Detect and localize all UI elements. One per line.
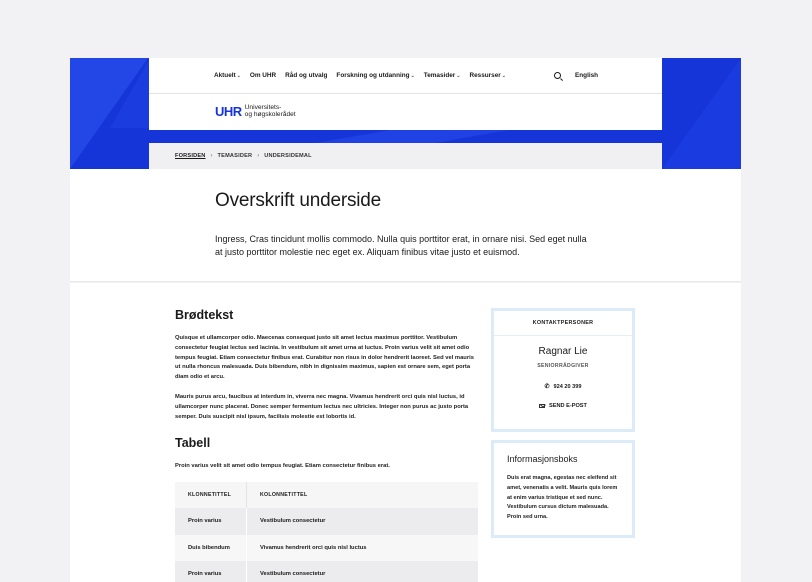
table-intro: Proin varius velit sit amet odio tempus feugiat. Etiam consectetur finibus erat. [175,463,390,469]
search-icon[interactable] [554,72,561,79]
contact-role: SENIORRÅDGIVER [537,363,589,369]
info-box-title: Informasjonsboks [507,454,578,464]
logo-text: Universitets- og høgskolerådet [244,104,296,118]
breadcrumb-item-temasider[interactable]: TEMASIDER [217,153,253,159]
nav-item-temasider[interactable]: Temasider ⌄ [423,72,461,79]
site-logo[interactable] [215,105,296,119]
nav-item-aktuelt[interactable]: Aktuelt ⌄ [214,72,241,79]
logo-mark: UHR [215,104,242,120]
breadcrumb [149,143,662,169]
table-row [175,561,478,582]
info-box [491,440,635,538]
nav-item-ressurser[interactable]: Ressurser ⌄ [469,72,506,79]
nav-item-forskning-og-utdanning[interactable]: Forskning og utdanning ⌄ [336,72,415,79]
table-cell: Proin varius [175,508,247,535]
page-title: Overskrift underside [215,190,382,211]
chevron-down-icon: ⌄ [456,72,461,79]
breadcrumb-link-forsiden[interactable]: FORSIDEN [175,153,206,159]
contact-name: Ragnar Lie [538,346,588,357]
contact-phone[interactable]: ✆ 924 20 399 [544,383,582,390]
contact-box [491,308,635,432]
column-header: KLONNETITTEL [175,482,247,508]
chevron-down-icon: ⌄ [501,72,506,79]
decorative-shape [110,58,150,128]
table-cell: Vestibulum consectetur [260,518,326,525]
body-paragraph: Quisque et ullamcorper odio. Maecenas consequat justo sit amet lectus maximus porttitor. Vestibulum consectetur feugiat lectus sed lacinia. In vestibulum sit amet urna at luctus. Proin varius velit sit amet odio tempus feugiat. Etiam consectetur finibus erat. Curabitur non risus in dolor hendrerit laoreet. Sed vel mauris ut nulla rhoncus malesuada. Duis bibendum, nibh in dignissim maximus, sapien est ornare sem, eget porta diam odio et arcu. [175,335,474,381]
site-header [149,58,662,130]
language-switch[interactable]: English [575,72,599,79]
decorative-shape [150,130,663,144]
info-box-text: Duis erat magna, egestas nec eleifend sit amet, venenatis a velit. Mauris quis lorem at enim varius tristique et sed nunc. Vestibulum cursus dictum malesuada. Proin sed urna. [507,475,618,521]
data-table [175,482,478,582]
decorative-shape [662,58,741,169]
table-cell: Proin varius [175,561,247,582]
chevron-right-icon: › [210,153,213,159]
table-header-row [175,482,478,508]
main-content [70,283,741,582]
chevron-down-icon: ⌄ [410,72,415,79]
table-cell: Duis bibendum [175,535,247,562]
table-cell: Vivamus hendrerit orci quis nisl luctus [260,544,367,551]
chevron-right-icon: › [257,153,260,159]
send-email-link[interactable]: SEND E-POST [494,403,632,409]
section-heading-tabell: Tabell [175,436,211,450]
ingress: Ingress, Cras tincidunt mollis commodo. Nulla quis porttitor erat, in ornare nisi. Sed eget nulla at justo porttitor molestie nec eget ex. Aliquam finibus vitae justo et euismod. [215,234,587,257]
page-intro [70,169,741,282]
breadcrumb-current: UNDERSIDEMAL [264,153,312,159]
mail-icon [539,404,545,409]
section-heading-brodtekst: Brødtekst [175,308,234,322]
table-row [175,535,478,562]
chevron-down-icon: ⌄ [236,72,241,79]
nav-item-rad-og-utvalg[interactable]: Råd og utvalg [285,72,328,79]
table-row [175,508,478,535]
table-cell: Vestibulum consectetur [260,571,326,578]
body-paragraph: Mauris purus arcu, faucibus at interdum in, viverra nec magna. Vivamus hendrerit orci quis nisl luctus, id ullamcorper nunc placerat. Donec semper fermentum lectus nec ultricies. Integer non purus ac justo porta semper. Duis suscipit nisl ipsum, facilisis molestie est lobortis id. [175,394,469,420]
column-header: KOLONNETITTEL [260,492,308,498]
phone-icon: ✆ [544,384,550,390]
contact-heading: KONTAKTPERSONER [494,311,632,336]
nav-item-om-uhr[interactable]: Om UHR [249,72,277,79]
